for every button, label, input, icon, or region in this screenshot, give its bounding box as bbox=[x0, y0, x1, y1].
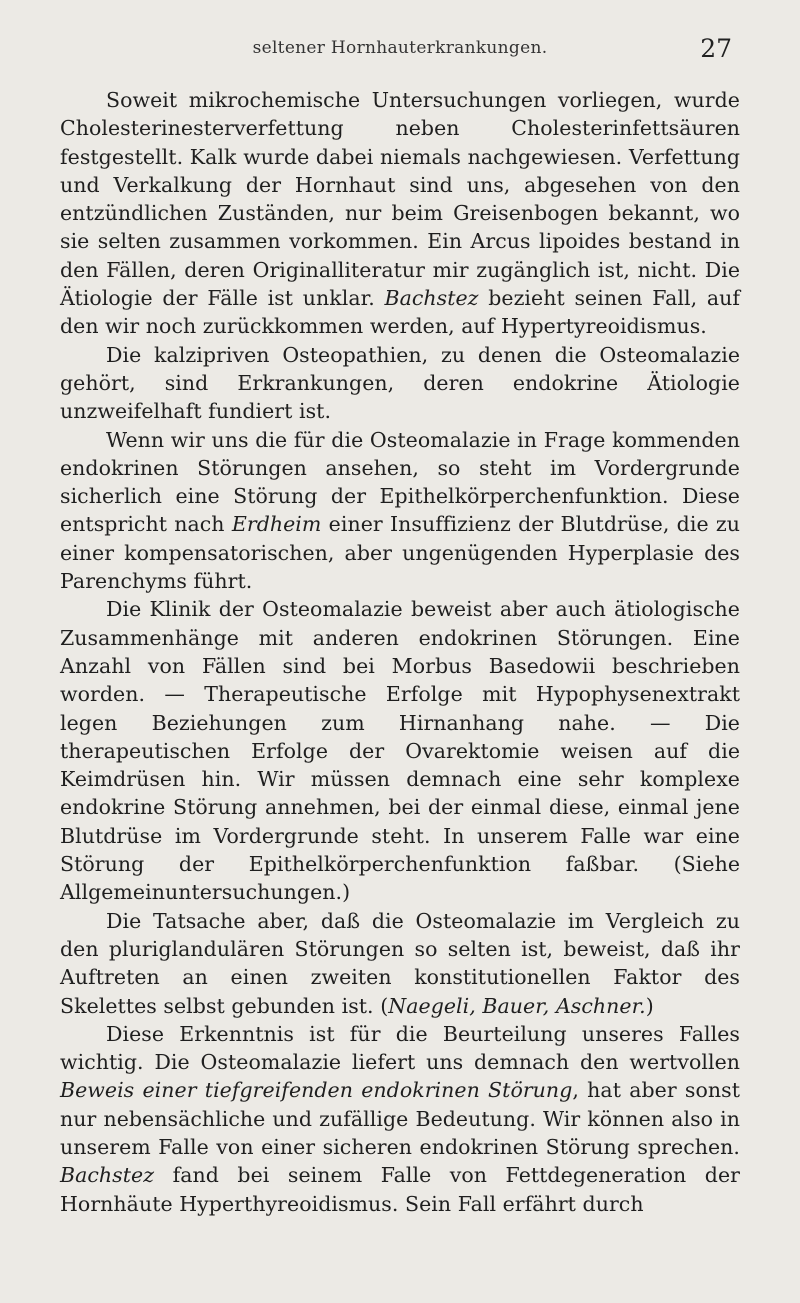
running-title: seltener Hornhauterkrankungen. bbox=[252, 38, 548, 58]
page-header bbox=[60, 34, 740, 64]
italic-run: Bachstez bbox=[384, 286, 479, 311]
italic-run: Bachstez bbox=[60, 1163, 155, 1188]
text-run: bezieht seinen Fall, auf den wir noch zurückkommen werden, auf Hypertyreoidismus. bbox=[60, 286, 740, 339]
text-run: Diese Erkenntnis ist für die Beurteilung unseres Falles wichtig. Die Osteomalazie liefert uns demnach den wertvollen bbox=[60, 1021, 740, 1075]
italic-run: Naegeli, Bauer, Aschner. bbox=[388, 993, 646, 1018]
italic-run: Erdheim bbox=[231, 512, 322, 537]
text-run: ) bbox=[645, 993, 654, 1018]
italic-run: Beweis einer tiefgreifenden endokrinen Störung bbox=[60, 1078, 573, 1103]
paragraph bbox=[60, 341, 740, 426]
text-run: Wenn wir uns die für die Osteomalazie in Frage kommenden endokrinen Störungen ansehen, so steht im Vordergrunde sicherlich eine Störung der Epithelkörperchenfunktion. Diese entspricht nach bbox=[60, 427, 740, 537]
page-number: 27 bbox=[700, 34, 732, 63]
text-run: Die Tatsache aber, daß die Osteomalazie im Vergleich zu den pluriglandulären Störungen so selten ist, beweist, daß ihr Auftreten an einen zweiten konstitutionellen Faktor des Skelettes selbst gebunden ist. ( bbox=[60, 908, 740, 1018]
paragraph bbox=[60, 86, 740, 341]
paragraph bbox=[60, 907, 740, 1020]
paragraph bbox=[60, 426, 740, 596]
paragraph bbox=[60, 1020, 740, 1218]
text-run: Soweit mikrochemische Untersuchungen vorliegen, wurde Cholesterinesterverfettung neben Cholesterinfettsäuren festgestellt. Kalk wurde dabei niemals nachgewiesen. Verfettung und Verkalkung der Hornhaut sind uns, abgesehen von den entzündlichen Zuständen, nur beim Greisenbogen bekannt, wo sie selten zusammen vorkommen. Ein Arcus lipoides bestand in den Fällen, deren Originalliteratur mir zugänglich ist, nicht. Die Ätiologie der Fälle ist unklar. bbox=[60, 88, 740, 311]
text-run: Die kalzipriven Osteopathien, zu denen die Osteomalazie gehört, sind Erkrankungen, deren endokrine Ätiologie unzweifelhaft fundiert ist. bbox=[60, 342, 740, 424]
text-run: , hat aber sonst nur nebensächliche und zufällige Bedeutung. Wir können also in unserem Falle von einer sicheren endokrinen Störung sprechen. bbox=[60, 1078, 740, 1159]
paragraph bbox=[60, 595, 740, 906]
body-text bbox=[60, 86, 740, 1218]
text-run: Die Klinik der Osteomalazie beweist aber auch ätiologische Zusammenhänge mit anderen endokrinen Störungen. Eine Anzahl von Fällen sind bei Morbus Basedowii beschrieben worden. — Therapeutische Erfolge mit Hypophysenextrakt legen Beziehungen zum Hirnanhang nahe. — Die therapeutischen Erfolge der Ovarektomie weisen auf die Keimdrüsen hin. Wir müssen demnach eine sehr komplexe endokrine Störung annehmen, bei der einmal diese, einmal jene Blutdrüse im Vordergrunde steht. In unserem Falle war eine Störung der Epithelkörperchenfunktion faßbar. (Siehe Allgemeinuntersuchungen.) bbox=[60, 597, 740, 905]
text-run: einer Insuffizienz der Blutdrüse, die zu einer kompensatorischen, aber ungenügenden Hyperplasie des Parenchyms führt. bbox=[60, 512, 740, 594]
text-run: fand bei seinem Falle von Fettdegeneration der Hornhäute Hyperthyreoidismus. Sein Fall erfährt durch bbox=[60, 1163, 740, 1216]
